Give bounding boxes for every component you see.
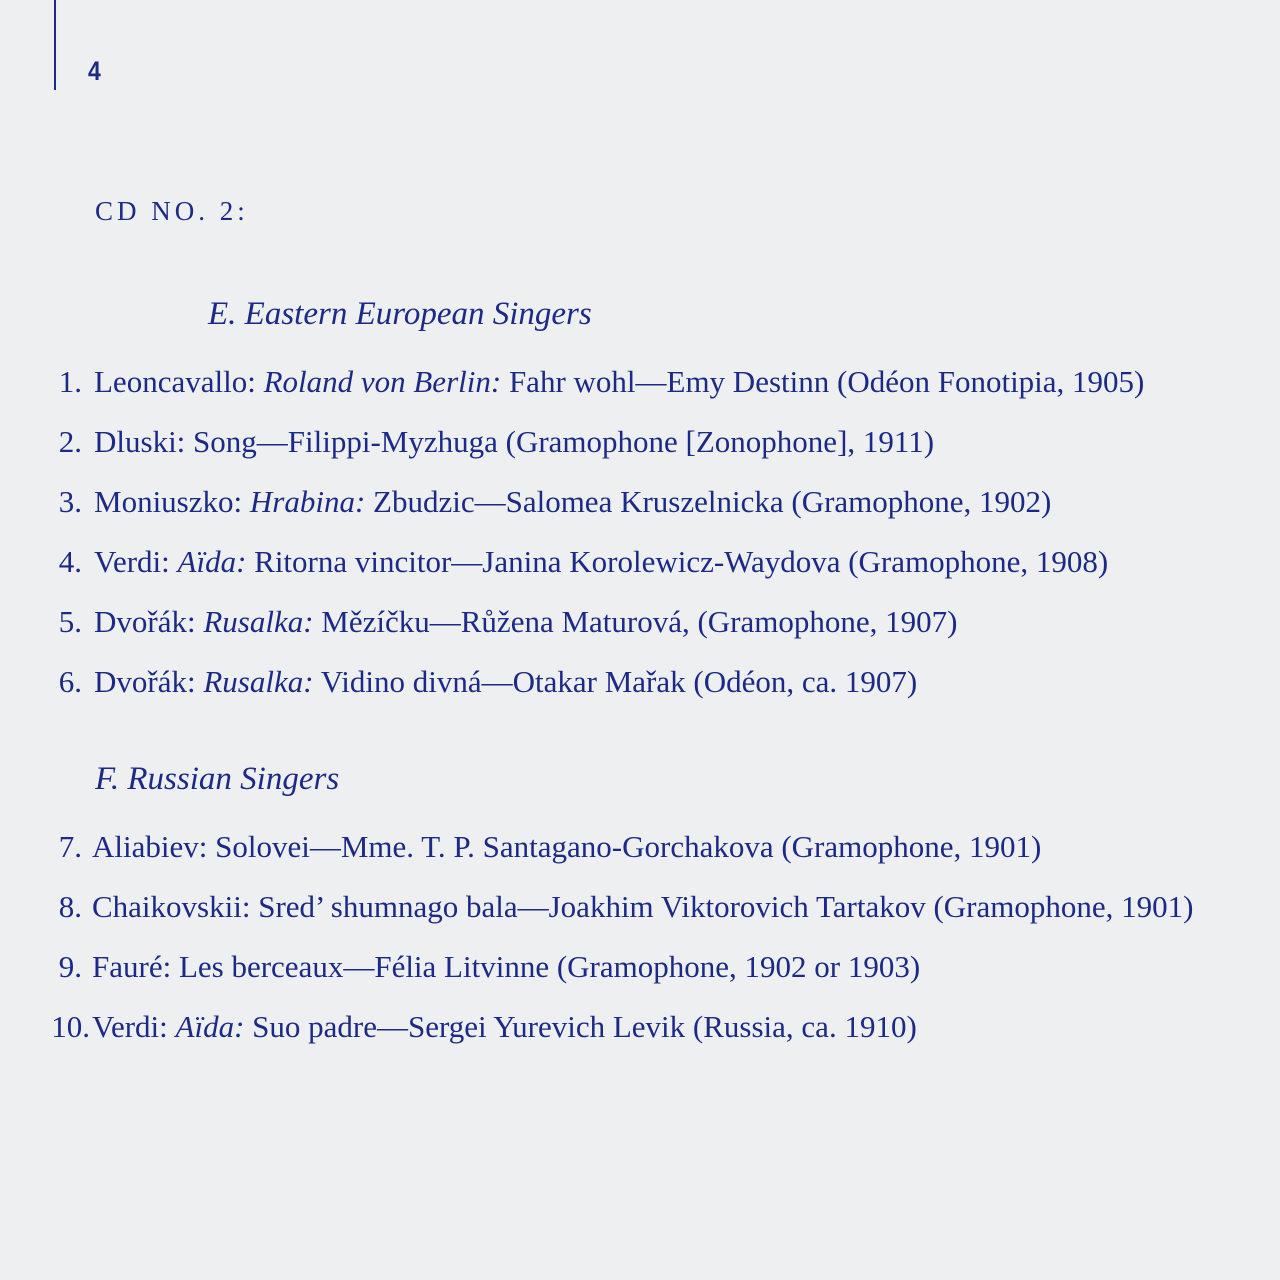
track-number: 6. bbox=[58, 664, 82, 699]
track-work: Hrabina: bbox=[249, 484, 366, 519]
track-detail: Zbudzic—Salomea Kruszelnicka (Gramophone, 1902) bbox=[373, 484, 1052, 519]
track-detail: Ritorna vincitor—Janina Korolewicz-Waydova (Gramophone, 1908) bbox=[254, 544, 1109, 579]
track-detail: Song—Filippi-Myzhuga (Gramophone [Zonophone], 1911) bbox=[193, 424, 935, 459]
track-work: Rusalka: bbox=[203, 664, 314, 699]
track-row bbox=[0, 604, 1280, 644]
track-work: Aïda: bbox=[175, 1009, 245, 1044]
track-detail: Les berceaux—Félia Litvinne (Gramophone, 1902 or 1903) bbox=[178, 949, 921, 984]
track-number: 7. bbox=[58, 829, 82, 864]
track-text bbox=[92, 1009, 917, 1045]
track-text bbox=[94, 484, 1051, 520]
track-detail: Suo padre—Sergei Yurevich Levik (Russia, ca. 1910) bbox=[252, 1009, 917, 1044]
track-detail: Solovei—Mme. T. P. Santagano-Gorchakova (Gramophone, 1901) bbox=[215, 829, 1042, 864]
track-row bbox=[0, 829, 1280, 869]
track-detail: Vidino divná—Otakar Mařak (Odéon, ca. 1907) bbox=[320, 664, 918, 699]
track-number: 1. bbox=[58, 364, 82, 399]
track-text bbox=[94, 604, 957, 640]
track-composer: Moniuszko: bbox=[94, 484, 243, 519]
track-text bbox=[92, 889, 1193, 925]
track-row bbox=[0, 949, 1280, 989]
track-text bbox=[94, 664, 917, 700]
track-composer: Dvořák: bbox=[94, 604, 196, 639]
track-text bbox=[94, 544, 1108, 580]
track-number: 2. bbox=[58, 424, 82, 459]
track-row bbox=[0, 544, 1280, 584]
track-number: 5. bbox=[58, 604, 82, 639]
track-row bbox=[0, 364, 1280, 404]
track-row bbox=[0, 889, 1280, 929]
track-detail: Fahr wohl—Emy Destinn (Odéon Fonotipia, 1905) bbox=[508, 364, 1145, 399]
section-title-russian: F. Russian Singers bbox=[95, 761, 340, 797]
track-text bbox=[92, 949, 920, 985]
track-number: 9. bbox=[58, 949, 82, 984]
track-detail: Mězíčku—Růžena Maturová, (Gramophone, 1907) bbox=[321, 604, 958, 639]
track-number: 4. bbox=[58, 544, 82, 579]
track-text bbox=[94, 424, 934, 460]
section-title-eastern-european: E. Eastern European Singers bbox=[208, 296, 592, 332]
disc-heading: CD NO. 2: bbox=[95, 196, 249, 226]
track-composer: Dvořák: bbox=[94, 664, 196, 699]
track-composer: Fauré: bbox=[92, 949, 172, 984]
track-text bbox=[94, 364, 1144, 400]
page-number: 4 bbox=[88, 56, 101, 86]
track-text bbox=[92, 829, 1041, 865]
margin-rule bbox=[54, 0, 56, 90]
track-number: 3. bbox=[58, 484, 82, 519]
track-row bbox=[0, 664, 1280, 704]
track-composer: Aliabiev: bbox=[92, 829, 208, 864]
track-work: Aïda: bbox=[177, 544, 247, 579]
track-row bbox=[0, 484, 1280, 524]
track-row bbox=[0, 1009, 1280, 1049]
track-row bbox=[0, 424, 1280, 464]
track-composer: Verdi: bbox=[92, 1009, 168, 1044]
track-work: Rusalka: bbox=[203, 604, 314, 639]
track-composer: Chaikovskii: bbox=[92, 889, 251, 924]
track-composer: Leoncavallo: bbox=[94, 364, 256, 399]
track-composer: Verdi: bbox=[94, 544, 170, 579]
track-work: Roland von Berlin: bbox=[263, 364, 502, 399]
track-composer: Dluski: bbox=[94, 424, 186, 459]
track-number: 10. bbox=[51, 1009, 90, 1044]
track-number: 8. bbox=[58, 889, 82, 924]
track-detail: Sred’ shumnago bala—Joakhim Viktorovich Tartakov (Gramophone, 1901) bbox=[258, 889, 1194, 924]
